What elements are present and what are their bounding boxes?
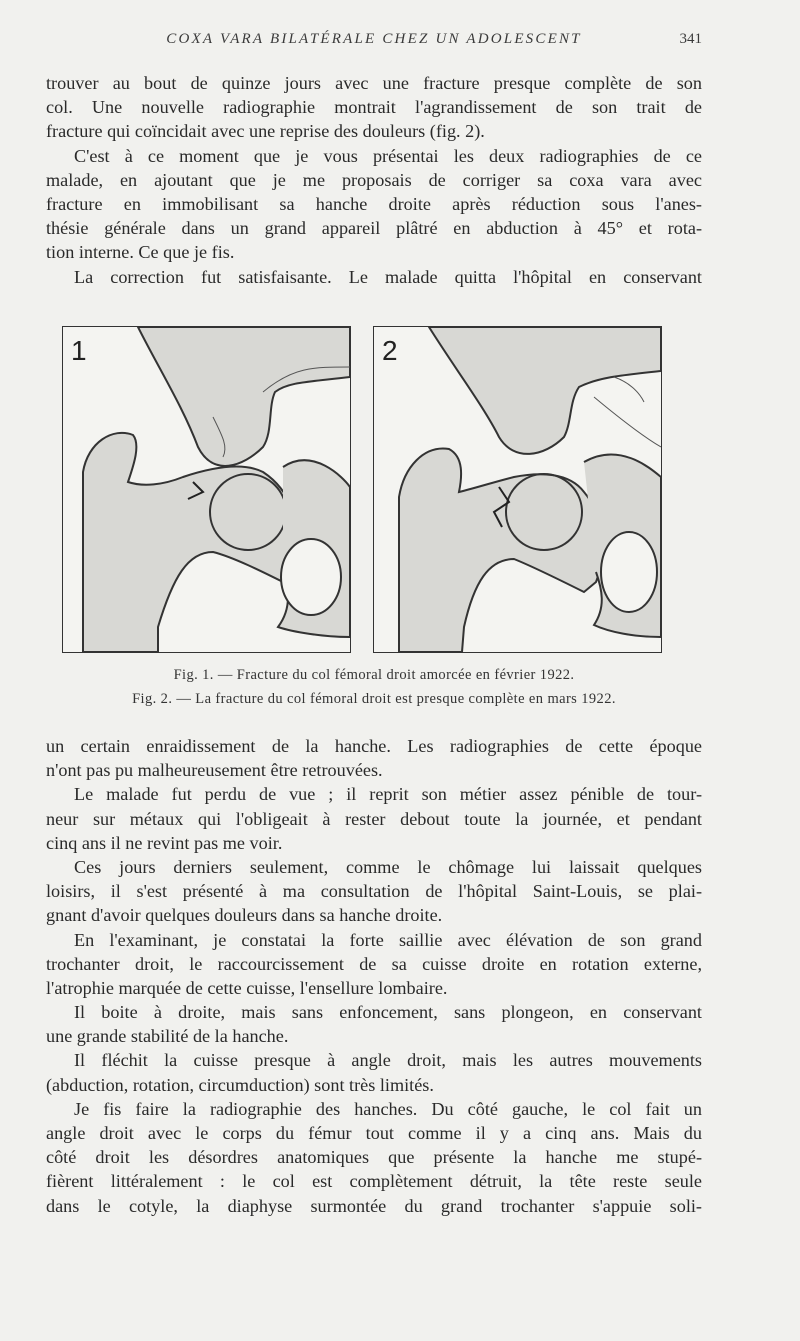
text-line: tion interne. Ce que je fis. [46,242,235,263]
text-line: Il fléchit la cuisse presque à angle droit, mais les autres mouvements [74,1050,702,1071]
text-line: fracture qui coïncidait avec une reprise des douleurs (fig. 2). [46,121,485,142]
text-line: trochanter droit, le raccourcissement de sa cuisse droite en rotation externe, [46,953,702,974]
figure-1-drawing [62,326,351,653]
figure-2-drawing [373,326,662,653]
text-line: Il boite à droite, mais sans enfoncement, sans plongeon, en conservant [74,1002,702,1023]
text-line: côté droit les désordres anatomiques que présente la hanche me stupé- [46,1147,702,1168]
figure-1-caption: Fig. 1. — Fracture du col fémoral droit amorcée en février 1922. [173,667,575,683]
text-block-top [46,71,702,289]
text-line: loisirs, il s'est présenté à ma consultation de l'hôpital Saint-Louis, se plai- [46,881,702,902]
figure-2-caption: Fig. 2. — La fracture du col fémoral droit est presque complète en mars 1922. [132,691,616,707]
text-line: thésie générale dans un grand appareil plâtré en abduction à 45° et rota- [46,218,702,239]
text-line: trouver au bout de quinze jours avec une fracture presque complète de son [46,73,702,93]
text-line: Ces jours derniers seulement, comme le chômage lui laissait quelques [74,856,702,877]
text-line: une grande stabilité de la hanche. [46,1026,289,1047]
hip-drawing-1 [63,327,350,652]
text-line: fièrent littéralement : le col est complètement détruit, la tête reste seule [46,1171,702,1192]
text-line: angle droit avec le corps du fémur tout comme il y a cinq ans. Mais du [46,1123,702,1143]
text-line: malade, en ajoutant que je me proposais de corriger sa coxa vara avec [46,169,702,190]
text-line: La correction fut satisfaisante. Le malade quitta l'hôpital en conservant [74,266,702,287]
text-block-bottom [46,734,702,1218]
figure-2-number: 2 [382,335,398,366]
page-number: 341 [679,31,702,47]
text-line: Le malade fut perdu de vue ; il reprit son métier assez pénible de tour- [74,784,702,805]
text-line: C'est à ce moment que je vous présentai les deux radiographies de ce [74,145,702,166]
running-title: COXA VARA BILATÉRALE CHEZ UN ADOLESCENT [166,31,582,47]
text-line: col. Une nouvelle radiographie montrait l'agrandissement de son trait de [46,97,702,118]
text-line: dans le cotyle, la diaphyse surmontée du grand trochanter s'appuie soli- [46,1195,702,1216]
text-line: gnant d'avoir quelques douleurs dans sa hanche droite. [46,905,443,926]
page-header [46,28,702,52]
text-line: (abduction, rotation, circumduction) sont très limités. [46,1074,434,1095]
text-line: fracture en immobilisant sa hanche droite après réduction sous l'anes- [46,193,702,214]
text-line: neur sur métaux qui l'obligeait à rester debout toute la journée, et pendant [46,808,702,829]
text-line: un certain enraidissement de la hanche. Les radiographies de cette époque [46,736,702,756]
hip-drawing-2 [374,327,661,652]
text-line: cinq ans il ne revint pas me voir. [46,832,283,853]
figure-1-number: 1 [71,335,87,366]
text-line: l'atrophie marquée de cette cuisse, l'ensellure lombaire. [46,977,448,998]
text-line: En l'examinant, je constatai la forte saillie avec élévation de son grand [74,929,702,950]
text-line: Je fis faire la radiographie des hanches. Du côté gauche, le col fait un [74,1098,702,1119]
text-line: n'ont pas pu malheureusement être retrouvées. [46,760,383,781]
